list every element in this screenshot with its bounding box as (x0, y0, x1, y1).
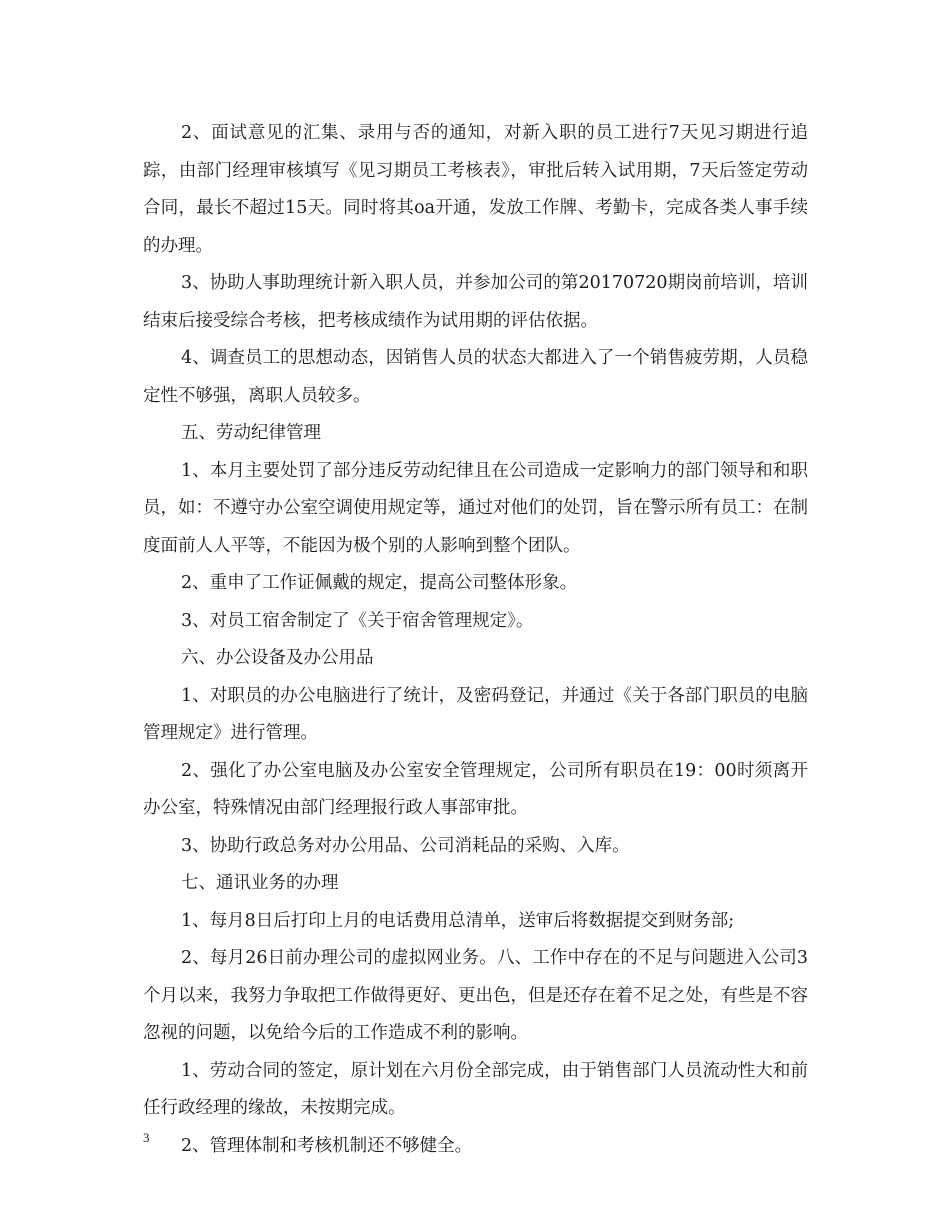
paragraph: 2、强化了办公室电脑及办公室安全管理规定，公司所有职员在19：00时须离开办公室，特殊情况由部门经理报行政人事部审批。 (143, 760, 808, 818)
page-number: 3 (143, 1130, 150, 1145)
section-heading: 六、办公设备及办公用品 (181, 648, 374, 668)
paragraph: 2、面试意见的汇集、录用与否的通知，对新入职的员工进行7天见习期进行追踪，由部门经理审核填写《见习期员工考核表》，审批后转入试用期，7天后签定劳动合同，最长不超过15天。同时将其oa开通，发放工作牌、考勤卡，完成各类人事手续的办理。 (143, 123, 808, 256)
paragraph: 3、对员工宿舍制定了《关于宿舍管理规定》。 (181, 610, 534, 631)
paragraph: 2、重申了工作证佩戴的规定，提高公司整体形象。 (181, 573, 578, 593)
section-heading: 七、通讯业务的办理 (181, 873, 339, 893)
paragraph: 1、本月主要处罚了部分违反劳动纪律且在公司造成一定影响力的部门领导和和职员，如：不遵守办公室空调使用规定等，通过对他们的处罚，旨在警示所有员工：在制度面前人人平等，不能因为极个别的人影响到整个团队。 (143, 460, 808, 556)
section-heading: 五、劳动纪律管理 (181, 423, 321, 443)
paragraph: 3、协助行政总务对办公用品、公司消耗品的采购、入库。 (181, 835, 630, 856)
paragraph: 1、对职员的办公电脑进行了统计，及密码登记，并通过《关于各部门职员的电脑管理规定》进行管理。 (143, 685, 808, 743)
paragraph: 4、调查员工的思想动态，因销售人员的状态大都进入了一个销售疲劳期，人员稳定性不够强，离职人员较多。 (143, 348, 808, 406)
paragraph: 1、每月8日后打印上月的电话费用总清单，送审后将数据提交到财务部; (181, 910, 735, 931)
paragraph: 3、协助人事助理统计新入职人员，并参加公司的第20170720期岗前培训，培训结束后接受综合考核，把考核成绩作为试用期的评估依据。 (143, 273, 808, 331)
paragraph: 2、每月26日前办理公司的虚拟网业务。八、工作中存在的不足与问题进入公司3个月以来，我努力争取把工作做得更好、更出色，但是还存在着不足之处，有些是不容忽视的问题，以免给今后的工作造成不利的影响。 (143, 948, 808, 1043)
document-body (143, 115, 808, 1165)
paragraph: 1、劳动合同的签定，原计划在六月份全部完成，由于销售部门人员流动性大和前任行政经理的缘故，未按期完成。 (143, 1060, 808, 1118)
paragraph: 2、管理体制和考核机制还不够健全。 (181, 1135, 473, 1156)
